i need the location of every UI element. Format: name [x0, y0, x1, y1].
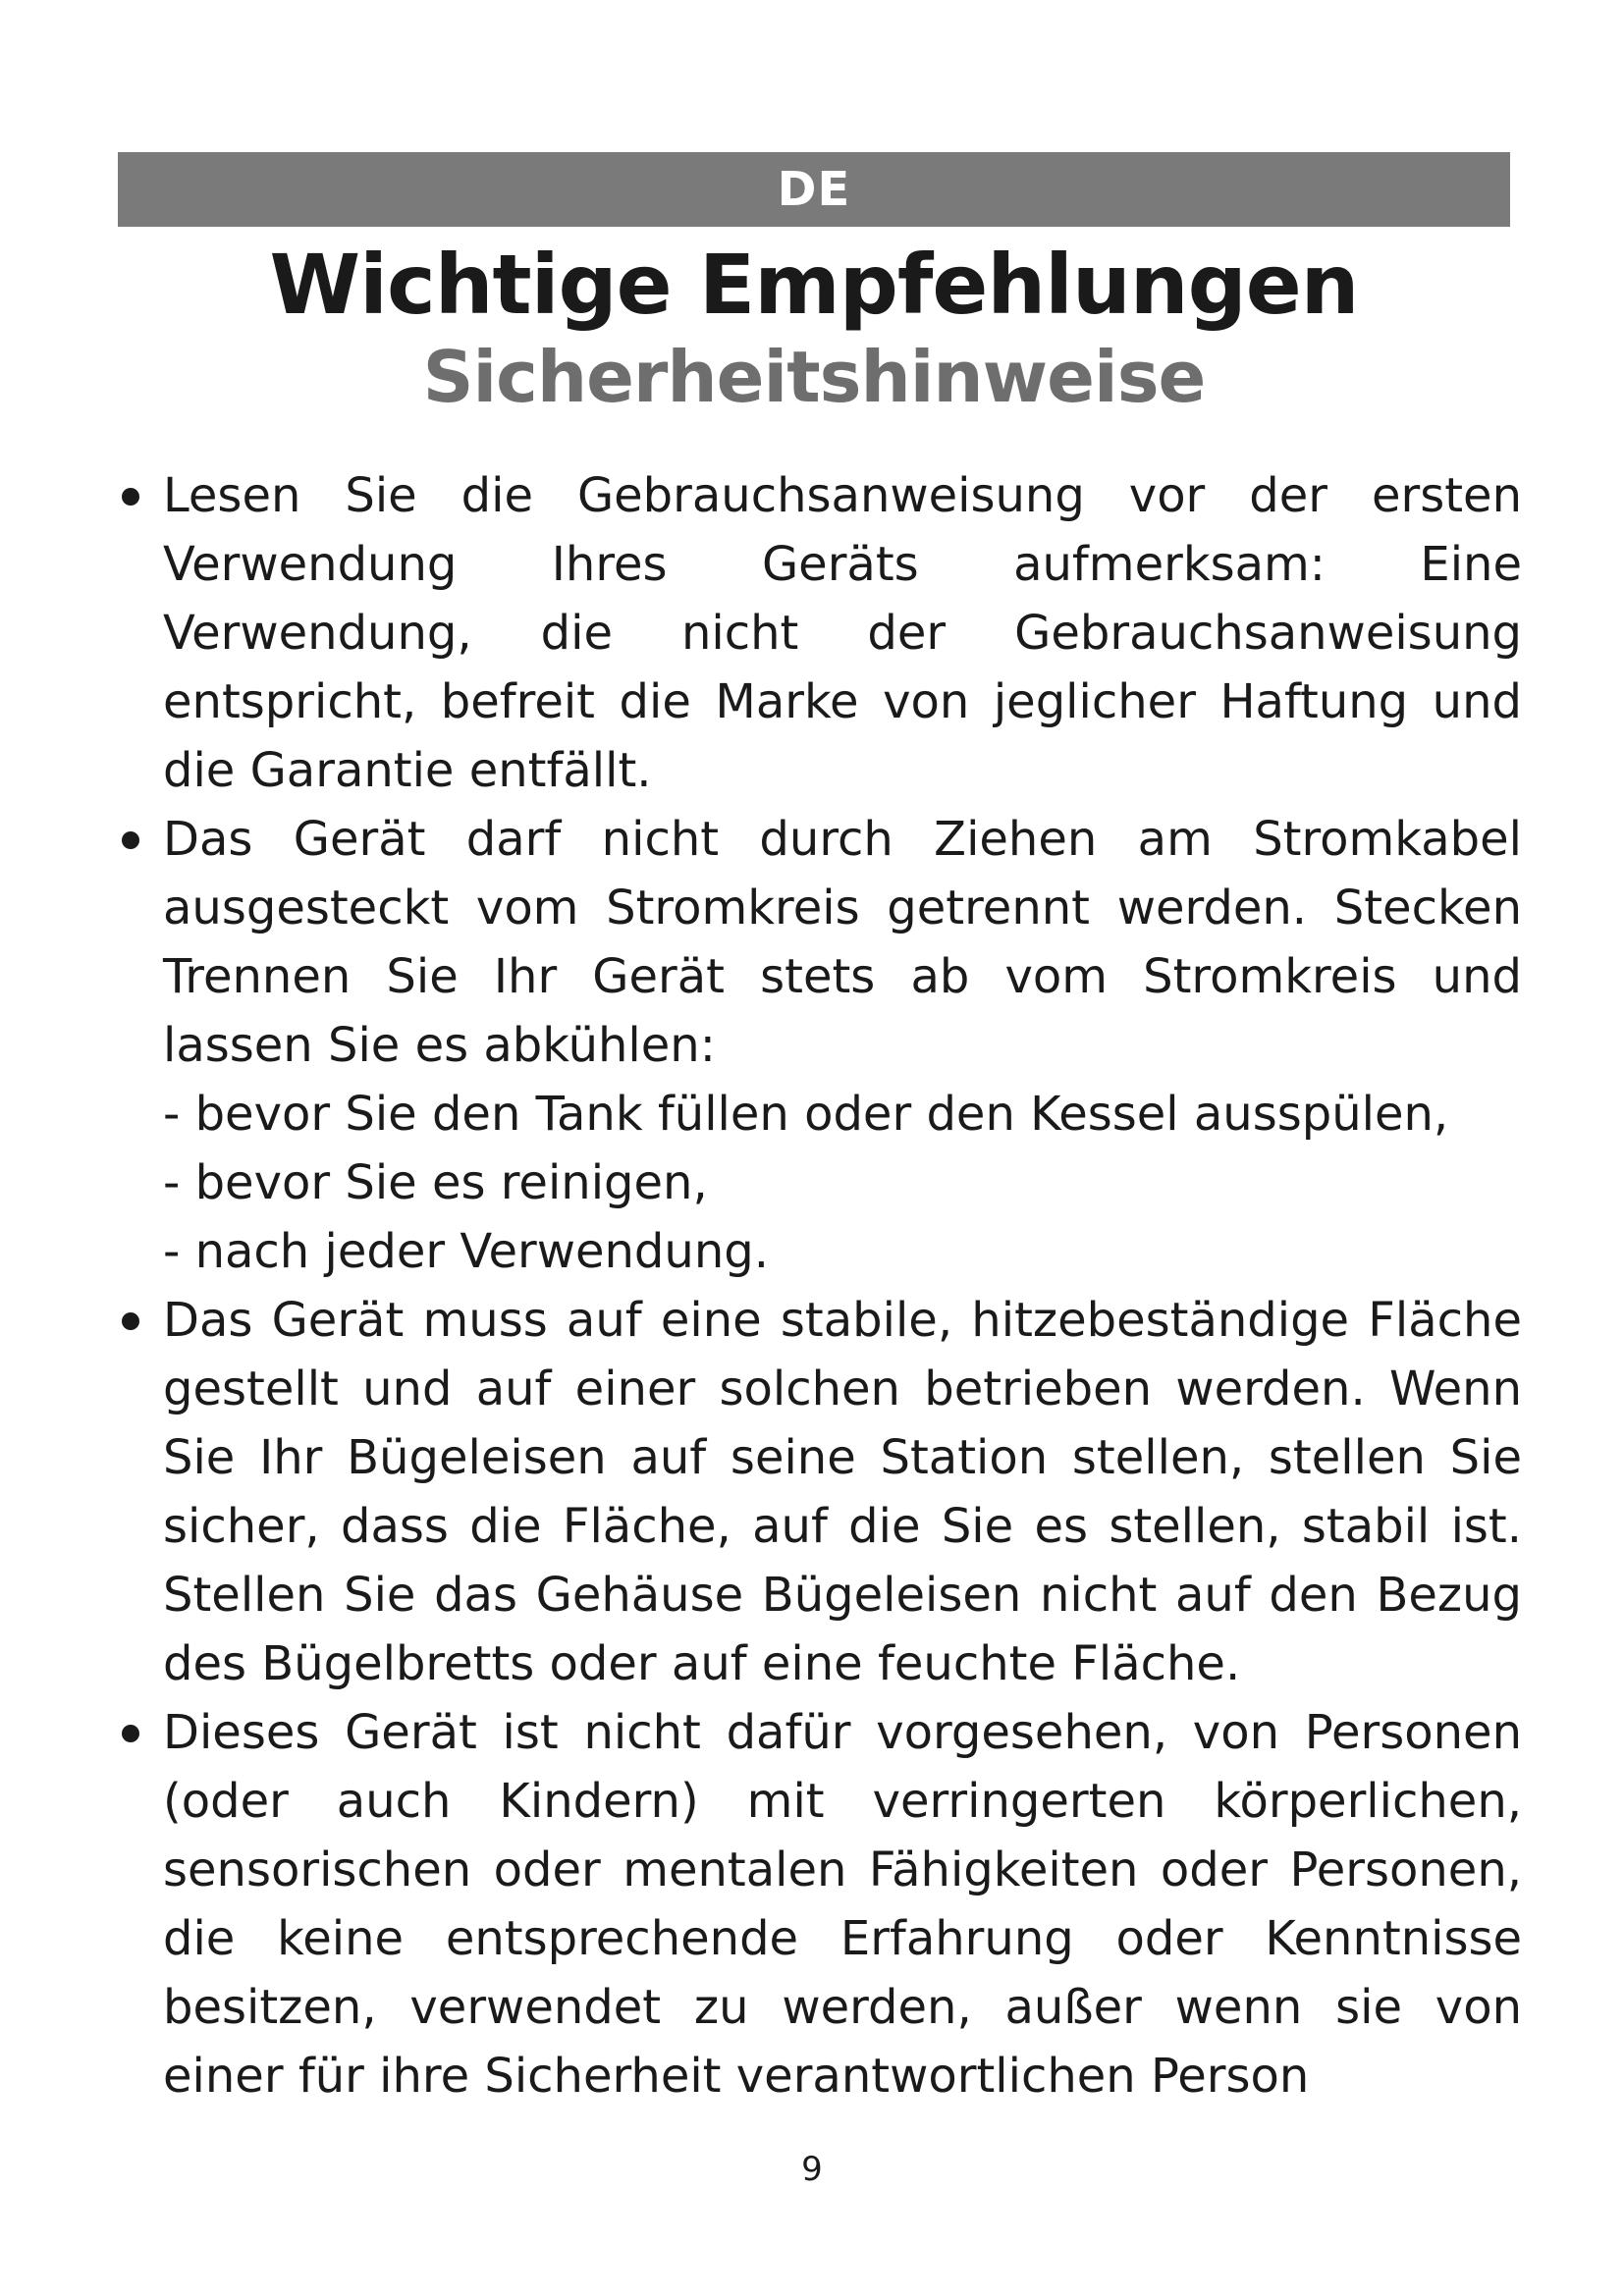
- list-item: [118, 805, 1522, 1286]
- page-number: 9: [801, 2150, 823, 2189]
- language-label: DE: [777, 162, 851, 217]
- list-item: [118, 1286, 1522, 1698]
- bullet-icon: [122, 1312, 139, 1330]
- page-subtitle: Sicherheitshinweise: [422, 336, 1206, 418]
- sub-item: - bevor Sie es reinigen,: [163, 1155, 708, 1210]
- list-item: [118, 461, 1522, 805]
- bullet-text: Dieses Gerät ist nicht dafür vorgesehen, von Personen (oder auch Kindern) mit verringerten körperlichen, sensorischen oder mentalen Fähigkeiten oder Personen, die keine entsprechende Erfahrung oder Kenntnisse besitzen, verwendet zu werden, außer wenn sie von einer für ihre Sicherheit verantwortlichen Person: [163, 1705, 1522, 2104]
- list-item: [118, 1698, 1522, 2110]
- sub-item: - bevor Sie den Tank füllen oder den Kessel ausspülen,: [163, 1087, 1449, 1142]
- sub-item: - nach jeder Verwendung.: [163, 1224, 769, 1279]
- bullet-list: [118, 461, 1522, 2110]
- language-bar: [118, 152, 1510, 227]
- bullet-text: Lesen Sie die Gebrauchsanweisung vor der ersten Verwendung Ihres Geräts aufmerksam: Eine Verwendung, die nicht der Gebrauchsanweisung entspricht, befreit die Marke von jeglicher Haftung und die Garantie entfällt.: [163, 468, 1522, 798]
- page-title: Wichtige Empfehlungen: [269, 237, 1359, 333]
- bullet-icon: [122, 1725, 139, 1742]
- bullet-text: Das Gerät muss auf eine stabile, hitzebeständige Fläche gestellt und auf einer solchen betrieben werden. Wenn Sie Ihr Bügeleisen auf seine Station stellen, stellen Sie sicher, dass die Fläche, auf die Sie es stellen, stabil ist. Stellen Sie das Gehäuse Bügeleisen nicht auf den Bezug des Bügelbretts oder auf eine feuchte Fläche.: [163, 1293, 1522, 1691]
- bullet-icon: [122, 488, 139, 506]
- safety-instructions: [118, 461, 1522, 2110]
- bullet-icon: [122, 831, 139, 849]
- bullet-text: Das Gerät darf nicht durch Ziehen am Stromkabel ausgesteckt vom Stromkreis getrennt werden. Stecken Trennen Sie Ihr Gerät stets ab vom Stromkreis und lassen Sie es abkühlen:: [163, 812, 1522, 1073]
